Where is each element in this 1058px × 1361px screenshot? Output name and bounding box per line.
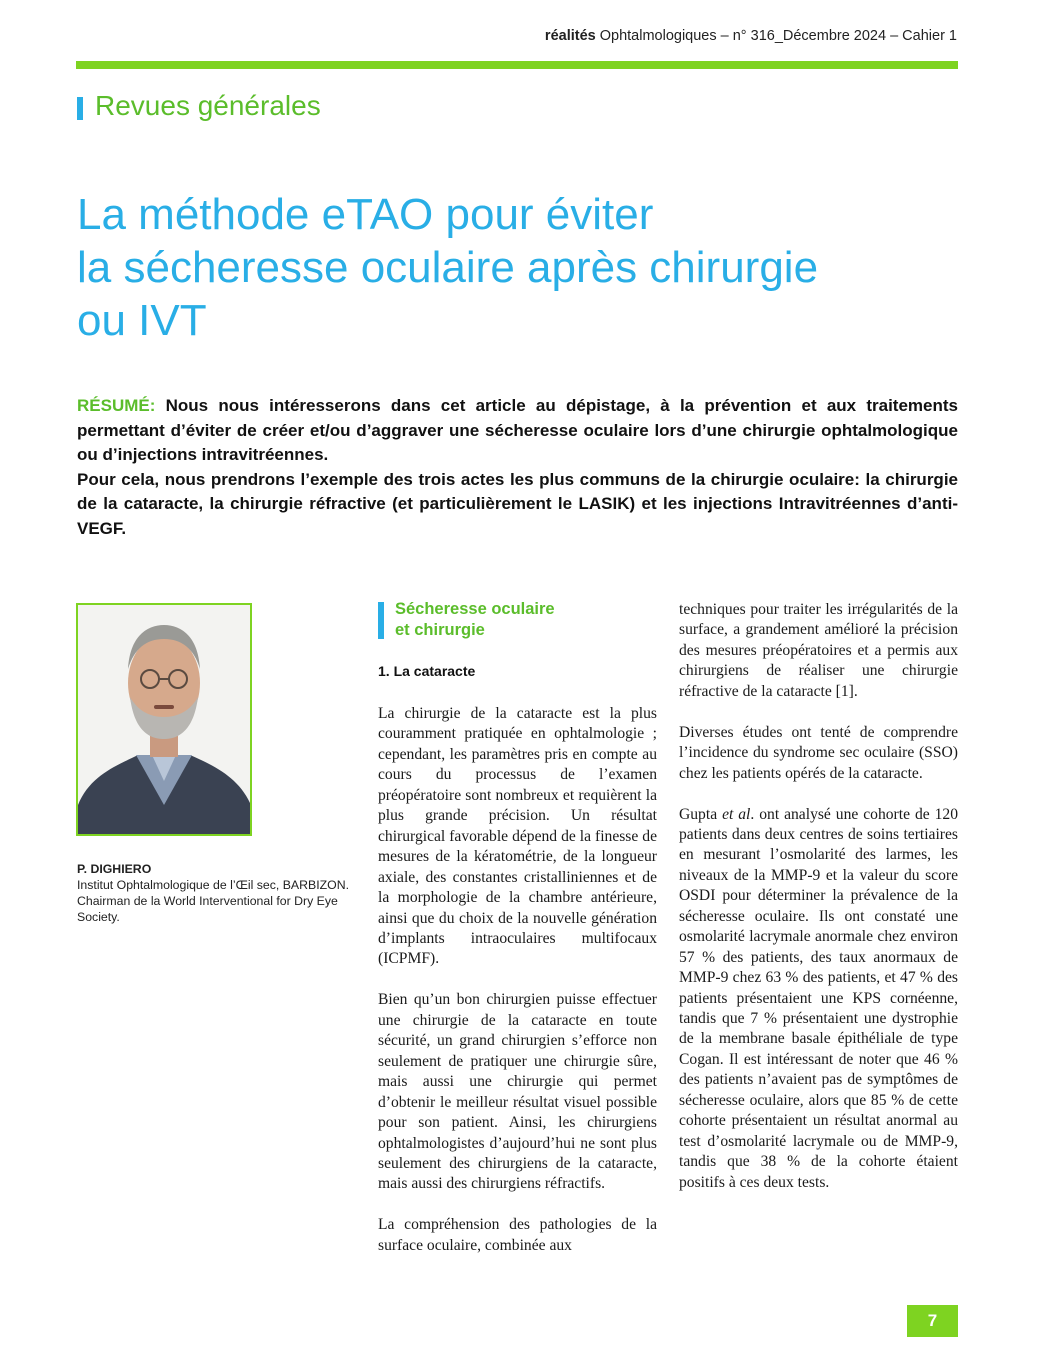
body-paragraph: techniques pour traiter les irrégularités de la surface, a grandement amélioré la précision des mesures préopératoires et a permis aux chirurgiens de réaliser une chirurgie réfractive de la cataracte [1].: [679, 601, 958, 700]
summary-text-1: Nous nous intéresserons dans cet article au dépistage, à la prévention et aux traitements permettant d’éviter de créer et/ou d’aggraver une sécheresse oculaire lors d’une chirurgie ophtalmologique ou d’injections intravitréennes.: [77, 396, 958, 465]
citation-etal: et al: [722, 805, 751, 823]
author-name: P. DIGHIERO: [77, 862, 152, 876]
page-number: 7: [907, 1305, 958, 1337]
subsection-heading-line: Sécheresse oculaire: [395, 600, 555, 618]
body-text: . ont analysé une cohorte de 120 patients dans deux centres de soins tertiaires en mesurant l’osmolarité des larmes, les niveaux de la MMP-9 et la valeur du score OSDI pour déterminer la prévalence de la sécheresse oculaire. Ils ont constaté une osmolarité lacrymale anormale chez environ 57 % des patients, des taux anormaux de MMP-9 chez 63 % des patients, et 47 % des patients présentaient une KPS cornéenne, tandis que 7 % présentaient une dystrophie de la membrane basale épithéliale de type Cogan. Il est intéressant de noter que 46 % des patients n’avaient pas de symptômes de sécheresse oculaire, alors que 85 % de cette cohorte présentaient un résultat anormal au test d’osmolarité lacrymale ou de MMP-9, tandis que 38 % de la cohorte étaient positifs à ces deux tests.: [679, 805, 958, 1191]
author-info: [77, 861, 367, 925]
journal-name: réalités: [544, 28, 596, 44]
title-line: La méthode eTAO pour éviter: [77, 190, 654, 239]
text-column-2: [679, 600, 958, 1193]
subsection-heading-line: et chirurgie: [395, 621, 485, 639]
running-header: [545, 28, 957, 44]
subsection-heading: [395, 599, 555, 641]
author-portrait-illustration: [78, 605, 250, 834]
body-paragraph: La compréhension des pathologies de la surface oculaire, combinée aux: [378, 1216, 657, 1254]
body-paragraph: [679, 805, 958, 1194]
subsubsection-heading: 1. La cataracte: [378, 663, 476, 679]
issue-info: Ophtalmologiques – n° 316_Décembre 2024 – Cahier 1: [595, 28, 957, 44]
author-photo: [76, 603, 252, 836]
summary-paragraph: [77, 394, 958, 468]
summary-text-2: Pour cela, nous prendrons l’exemple des trois actes les plus communs de la chirurgie oculaire: la chirurgie de la cataracte, la chirurgie réfractive (et particulièrement le LASIK) et les injections Intravitréennes d’anti-VEGF.: [77, 469, 958, 538]
citation-author: Gupta: [679, 805, 723, 823]
title-line: la sécheresse oculaire après chirurgie: [77, 243, 819, 292]
body-paragraph: La chirurgie de la cataracte est la plus couramment pratiquée en ophtalmologie ; cependant, les paramètres pris en compte au cours du processus de l’examen préopératoire sont nombreux et requièrent la plus grande précision. Un résultat chirurgical favorable dépend de la finesse de mesures de la kératométrie, de la longueur axiale, des constantes cristalliniennes et de la morphologie de la chambre antérieure, ainsi que du choix de la nouvelle génération d’implants intraoculaires multifocaux (ICPMF).: [378, 705, 657, 968]
subsection-marker: [378, 602, 384, 639]
section-label: Revues générales: [95, 90, 321, 121]
article-title: [77, 188, 977, 347]
author-affiliation: Institut Ophtalmologique de l’Œil sec, BARBIZON.: [77, 878, 350, 892]
title-line: ou IVT: [77, 296, 207, 345]
body-paragraph: Diverses études ont tenté de comprendre l’incidence du syndrome sec oculaire (SSO) chez les patients opérés de la cataracte.: [679, 723, 958, 782]
summary-label: RÉSUMÉ:: [77, 396, 156, 415]
author-title: Chairman de la World Interventional for Dry Eye Society.: [77, 894, 338, 924]
header-rule: [76, 61, 958, 69]
text-column-1: [378, 704, 657, 1256]
summary-block: [77, 394, 958, 542]
section-marker: [77, 97, 83, 120]
body-paragraph: Bien qu’un bon chirurgien puisse effectuer une chirurgie de la cataracte en toute sécurité, un grand chirurgien s’efforce non seulement de pratiquer une chirurgie sûre, mais aussi une chirurgie qui permet d’obtenir le meilleur résultat visuel possible pour son patient. Ainsi, les chirurgiens ophtalmologistes d’aujourd’hui ne sont plus seulement des chirurgiens de la cataracte, mais aussi des chirurgiens réfractifs.: [378, 991, 657, 1193]
